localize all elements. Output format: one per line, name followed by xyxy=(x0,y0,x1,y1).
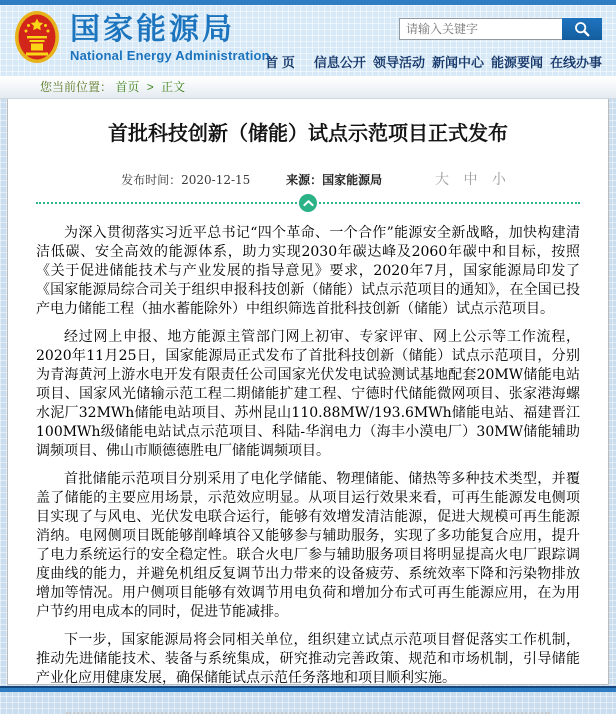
font-size-large-button[interactable]: 大 xyxy=(434,172,449,188)
header-right xyxy=(258,18,602,71)
search-button[interactable] xyxy=(562,18,602,40)
breadcrumb xyxy=(0,76,616,99)
publish-time-value: 2020-12-15 xyxy=(181,173,251,187)
publish-time xyxy=(121,173,250,187)
breadcrumb-home-link[interactable]: 首页 xyxy=(115,80,140,94)
publish-time-label: 发布时间： xyxy=(121,173,182,187)
nav-item-news-center[interactable]: 新闻中心 xyxy=(431,55,484,70)
search-input[interactable] xyxy=(399,18,562,40)
article-container xyxy=(7,99,609,685)
font-size-controls xyxy=(430,172,511,188)
site-title-block xyxy=(70,14,270,63)
collapse-button[interactable] xyxy=(299,194,317,212)
font-size-medium-button[interactable]: 中 xyxy=(463,172,478,188)
meta-divider xyxy=(36,202,580,204)
search-bar xyxy=(258,18,602,40)
nav-item-info-disclosure[interactable]: 信息公开 xyxy=(313,55,366,70)
breadcrumb-separator: > xyxy=(146,80,154,94)
font-size-small-button[interactable]: 小 xyxy=(491,172,506,188)
nav-item-leadership-activities[interactable]: 领导活动 xyxy=(372,55,425,70)
article-meta xyxy=(36,169,580,189)
source-label: 来源： xyxy=(286,173,323,187)
site-header xyxy=(0,5,616,76)
article-title: 首批科技创新（储能）试点示范项目正式发布 xyxy=(108,121,508,145)
article-source xyxy=(286,173,382,187)
source-value: 国家能源局 xyxy=(322,173,383,187)
nav-item-online-services[interactable]: 在线办事 xyxy=(549,55,602,70)
breadcrumb-current: 正文 xyxy=(161,80,186,94)
chevron-up-icon xyxy=(303,199,314,207)
nav-item-home[interactable]: 首 页 xyxy=(265,55,295,70)
national-emblem-icon xyxy=(14,9,60,67)
article-paragraph: 经过网上申报、地方能源主管部门网上初审、专家评审、网上公示等工作流程，2020年11月25日，国家能源局正式发布了首批科技创新（储能）试点示范项目，分别为青海黄河上游水电开发有限责任公司国家光伏发电试验测试基地配套20MW储能电站项目、国家风光储输示范工程二期储能扩建工程、宁德时代储能微网项目、张家港海螺水泥厂32MWh储能电站项目、苏州昆山110.88MW/193.6MWh储能电站、福建晋江100MWh级储能电站试点示范项目、科陆-华润电力（海丰小漠电厂）30MW储能辅助调频项目、佛山市顺德德胜电厂储能调频项目。 xyxy=(36,329,580,459)
article-body xyxy=(36,224,580,688)
article-paragraph: 首批储能示范项目分别采用了电化学储能、物理储能、储热等多种技术类型，并覆盖了储能的主要应用场景，示范效应明显。从项目运行效果来看，可再生能源发电侧项目实现了与风电、光伏发电联合运行，能够有效增发清洁能源，促进大规模可再生能源消纳。电网侧项目既能够削峰填谷又能够参与辅助服务，实现了多功能复合应用，提升了电力系统运行的安全稳定性。联合火电厂参与辅助服务项目将明显提高火电厂跟踪调度曲线的能力，并避免机组反复调节出力带来的设备疲劳、系统效率下降和污染物排放增加等情况。用户侧项目能够有效调节用电负荷和增加分布式可再生能源应用，在为用户节约用电成本的同时，促进节能减排。 xyxy=(36,471,580,620)
article-paragraph: 下一步，国家能源局将会同相关单位，组织建立试点示范项目督促落实工作机制，推动先进储能技术、装备与系统集成，研究推动完善政策、规范和市场机制，引导储能产业化应用健康发展，确保储能试点示范任务落地和项目顺利实施。 xyxy=(36,632,580,686)
footer-top-bar xyxy=(0,686,616,692)
site-name-en: National Energy Administration xyxy=(70,47,270,63)
main-nav xyxy=(258,52,602,71)
search-icon xyxy=(573,20,591,38)
breadcrumb-prefix: 您当前位置： xyxy=(40,80,113,94)
site-name-cn: 国家能源局 xyxy=(70,12,235,46)
nav-item-energy-news[interactable]: 能源要闻 xyxy=(490,55,543,70)
site-logo[interactable] xyxy=(14,9,270,67)
article-paragraph: 为深入贯彻落实习近平总书记“四个革命、一个合作”能源安全新战略，加快构建清洁低碳、安全高效的能源体系，助力实现2030年碳达峰及2060年碳中和目标，按照《关于促进储能技术与产业发展的指导意见》要求，2020年7月，国家能源局印发了《国家能源局综合司关于组织申报科技创新（储能）试点示范项目的通知》，在全国已投产电力储能工程（抽水蓄能除外）中组织筛选首批科技创新（储能）试点示范项目。 xyxy=(36,225,580,317)
